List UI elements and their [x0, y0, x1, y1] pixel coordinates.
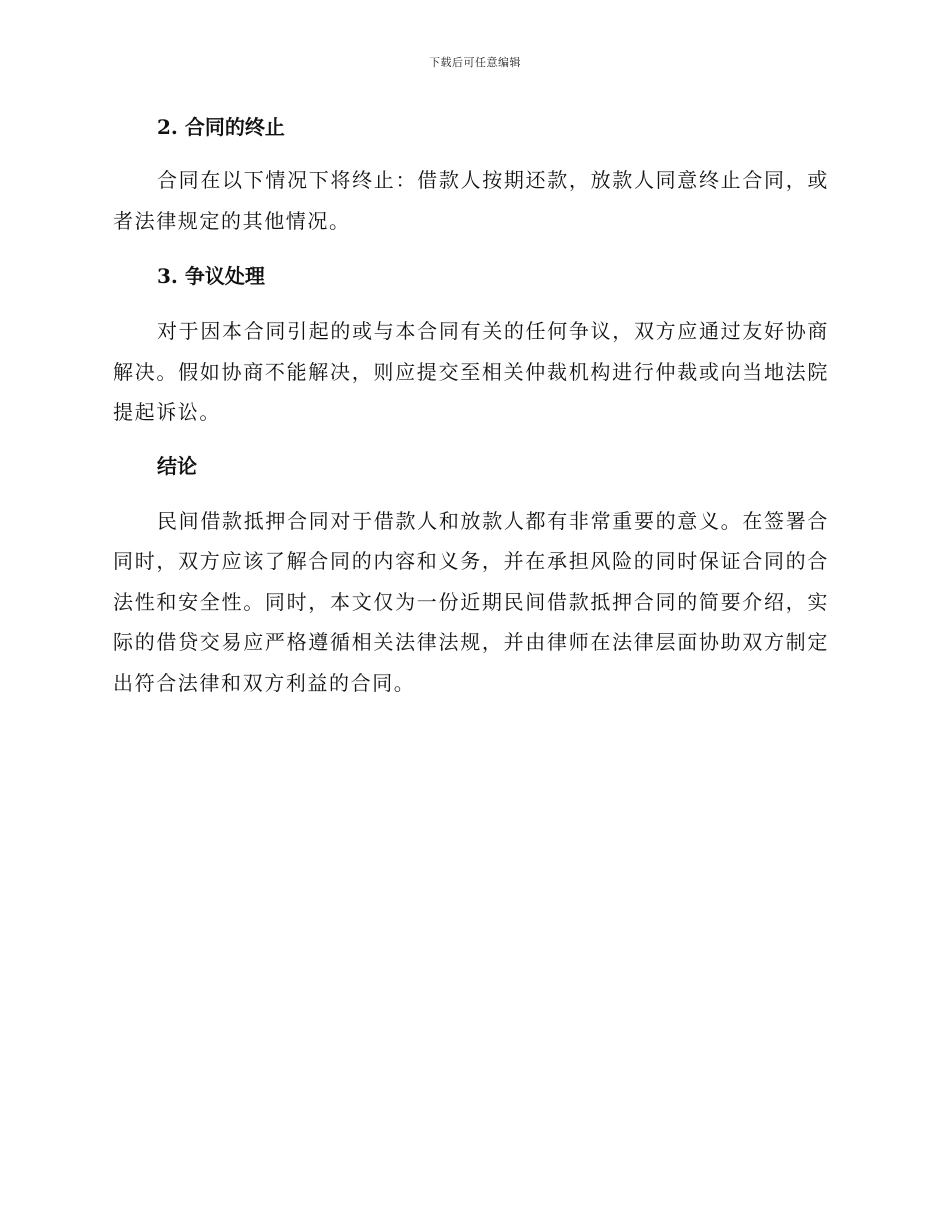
- section-paragraph-dispute: 对于因本合同引起的或与本合同有关的任何争议，双方应通过友好协商解决。假如协商不能解决，则应提交至相关仲裁机构进行仲裁或向当地法院提起诉讼。: [113, 319, 829, 424]
- section-paragraph-conclusion: 民间借款抵押合同对于借款人和放款人都有非常重要的意义。在签署合同时，双方应该了解合同的内容和义务，并在承担风险的同时保证合同的合法性和安全性。同时，本文仅为一份近期民间借款抵押合同的简要介绍，实际的借贷交易应严格遵循相关法律法规，并由律师在法律层面协助双方制定出符合法律和双方利益的合同。: [113, 508, 829, 695]
- section-heading-conclusion: 结论: [157, 453, 197, 478]
- document-body: [113, 108, 829, 703]
- section-heading-termination: 2. 合同的终止: [157, 115, 285, 139]
- section-paragraph-termination: 合同在以下情况下将终止：借款人按期还款，放款人同意终止合同，或者法律规定的其他情况。: [113, 168, 829, 233]
- page-header: 下载后可任意编辑: [429, 56, 521, 69]
- section-heading-dispute: 3. 争议处理: [157, 264, 265, 288]
